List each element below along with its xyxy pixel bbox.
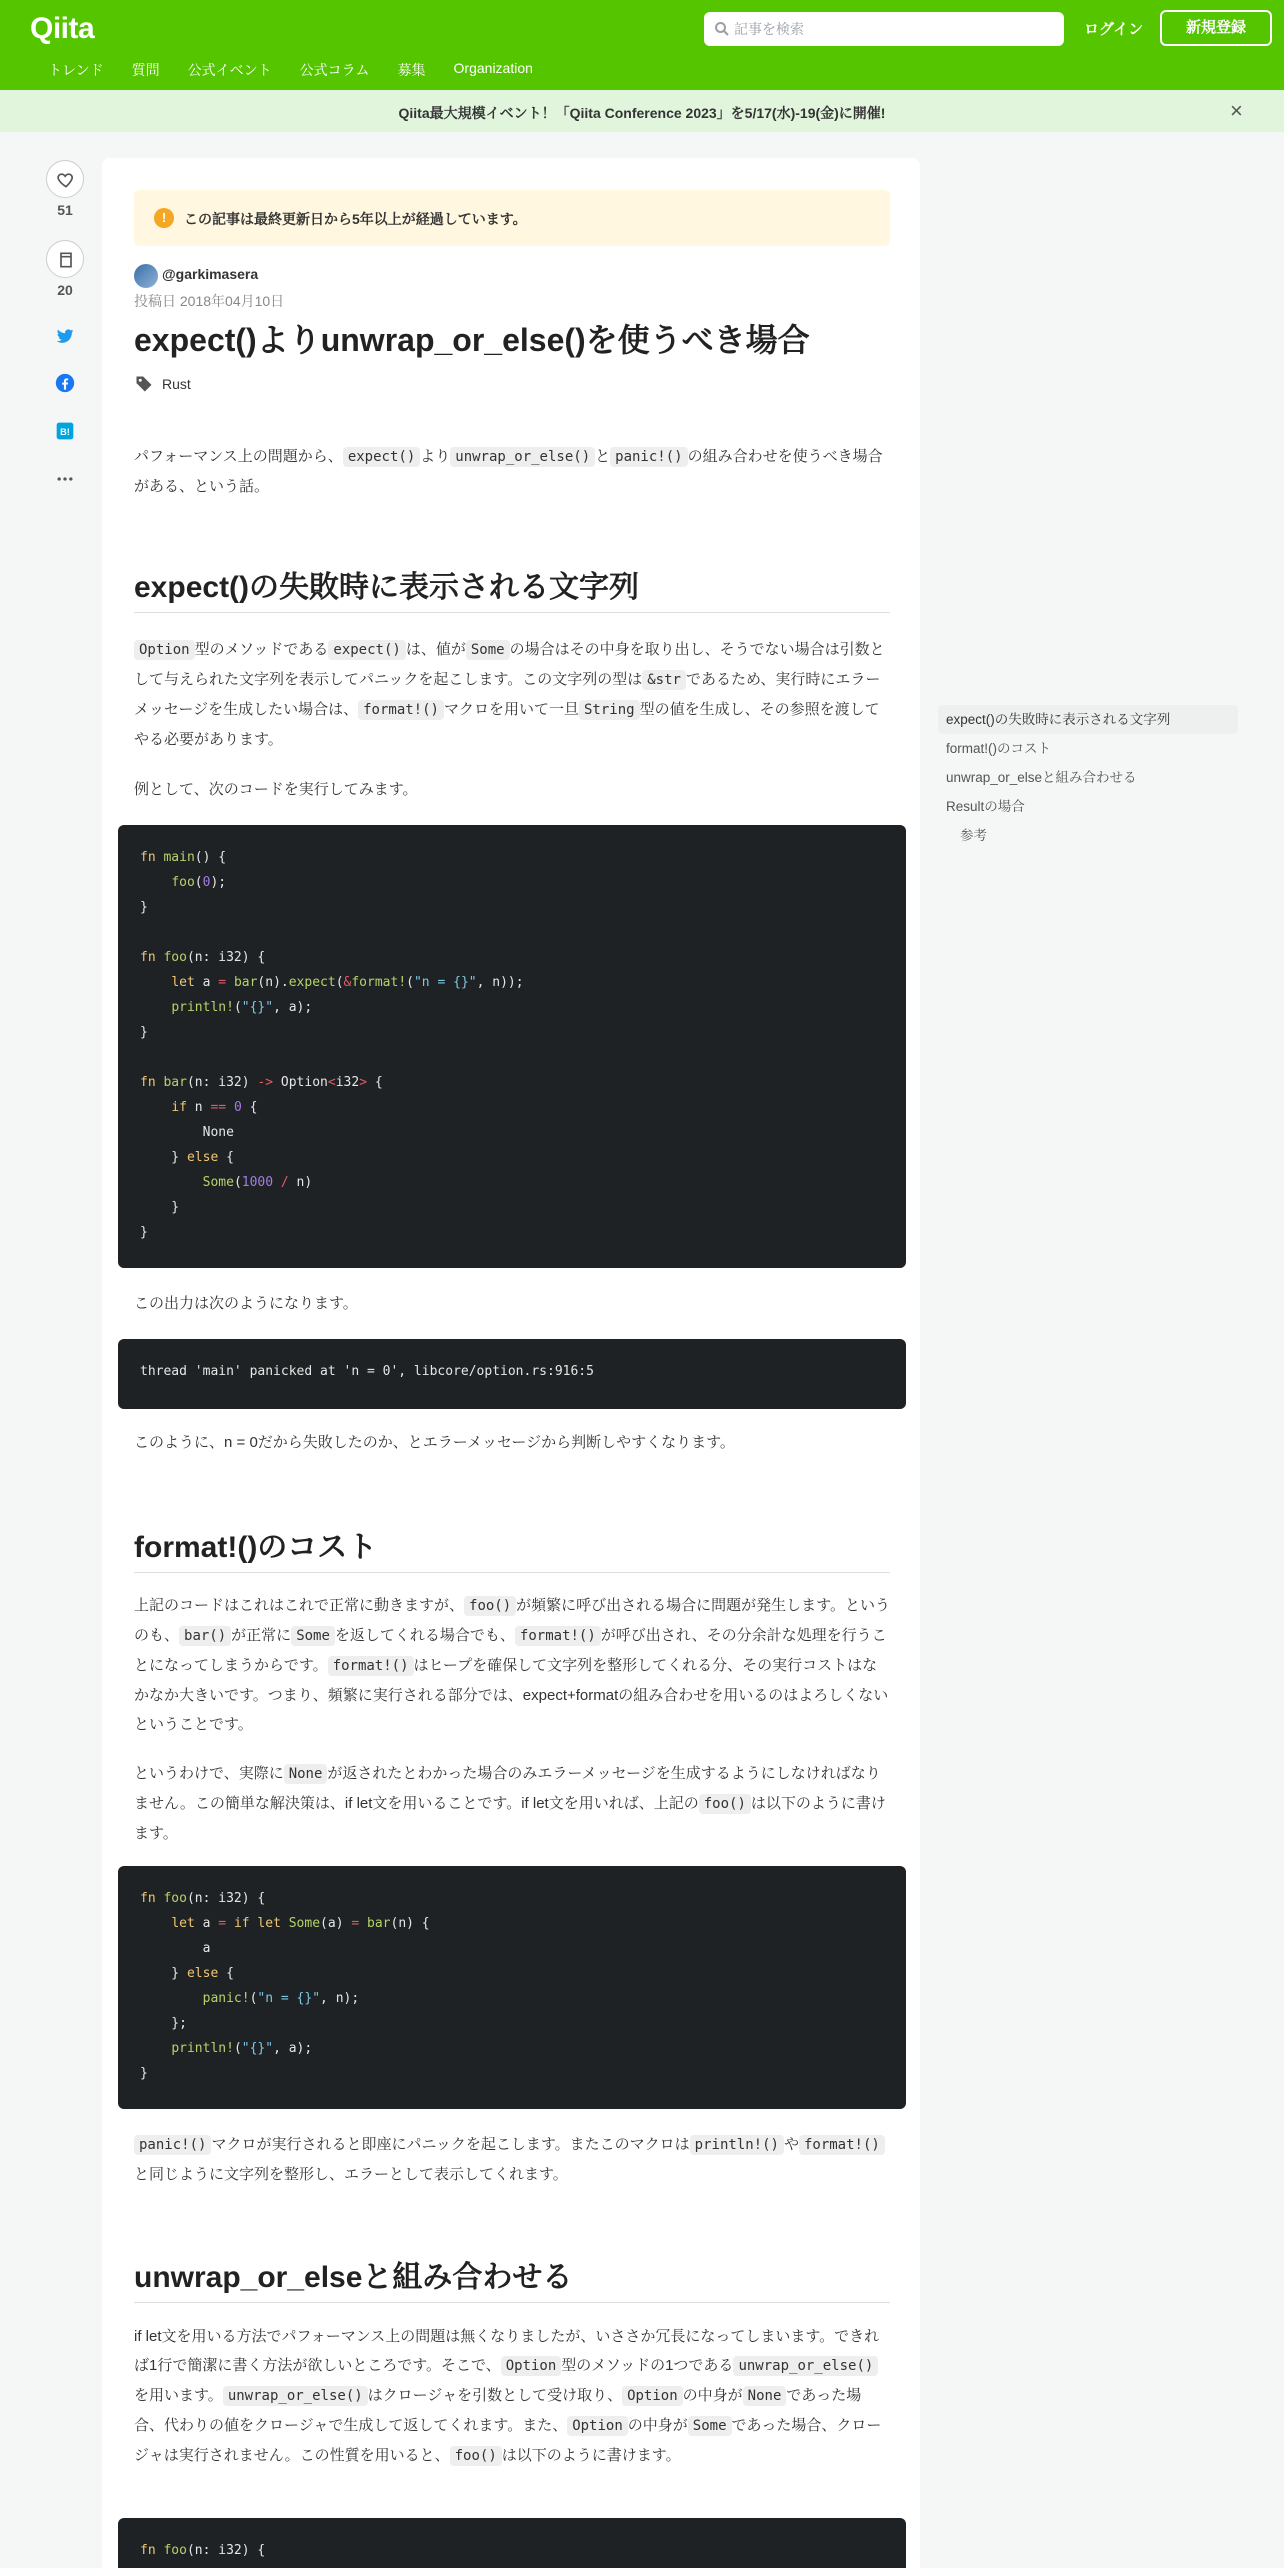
inline-code: panic!() — [134, 2135, 211, 2155]
text: if let文を用いる方法でパフォーマンス上の問題は無くなりましたが、いささか冗長になってしまいます。できれば1行で簡潔に書く方法が欲しいところです。そこで、 — [134, 2328, 880, 2374]
search-box[interactable] — [704, 12, 1064, 46]
facebook-icon[interactable] — [55, 373, 75, 393]
author-name[interactable]: @garkimasera — [162, 266, 259, 282]
section2-paragraph-2 — [134, 1759, 890, 1848]
text: の組み合わせを使うべき場合がある、という話。 — [134, 448, 883, 495]
inline-code: Option — [622, 2386, 683, 2406]
stock-count: 20 — [57, 282, 73, 298]
article-card — [102, 158, 920, 2568]
tag-rust[interactable]: Rust — [162, 376, 191, 392]
table-of-contents — [938, 705, 1238, 850]
nav-item-recruit[interactable]: 募集 — [397, 62, 426, 78]
inline-code: panic!() — [610, 447, 687, 467]
article-title: expect()よりunwrap_or_else()を使うべき場合 — [134, 322, 810, 358]
inline-code: format!() — [515, 1626, 601, 1646]
like-count: 51 — [57, 202, 73, 218]
tag-icon — [134, 374, 154, 394]
inline-code: foo() — [464, 1596, 516, 1616]
text: 型のメソッドの1つである — [561, 2357, 734, 2374]
site-header — [0, 0, 1284, 90]
stock-button[interactable] — [46, 240, 84, 278]
event-banner — [0, 90, 1284, 132]
text: を用います。 — [134, 2387, 223, 2404]
text: というわけで、実際に — [134, 1765, 284, 1782]
toc-item-unwrap-or-else[interactable]: unwrap_or_elseと組み合わせる — [946, 770, 1137, 785]
text: であった場合、クロージャは実行されません。この性質を用いると、 — [134, 2417, 882, 2464]
search-icon — [714, 21, 730, 37]
inline-code: &str — [642, 670, 686, 690]
text: を返してくれる場合でも、 — [334, 1627, 515, 1644]
inline-code: Some — [291, 1626, 335, 1646]
inline-code: unwrap_or_else() — [223, 2386, 368, 2406]
text: マクロが実行されると即座にパニックを起こします。またこのマクロは — [211, 2136, 690, 2153]
text: 型のメソッドである — [194, 641, 329, 658]
toc-item-expect[interactable]: expect()の失敗時に表示される文字列 — [938, 705, 1238, 734]
section2-paragraph-1 — [134, 1591, 890, 1739]
text: が正常に — [231, 1627, 292, 1644]
section2-paragraph-3 — [134, 2130, 890, 2189]
posted-date: 投稿日 2018年04月10日 — [134, 293, 285, 309]
section3-paragraph-1 — [134, 2322, 890, 2471]
text: の中身が — [682, 2387, 743, 2404]
section1-paragraph-1 — [134, 635, 890, 754]
code-block-output[interactable] — [118, 1339, 906, 1409]
inline-code: foo() — [699, 1794, 751, 1814]
inline-code: foo() — [450, 2446, 502, 2466]
text: が呼び出され、その分余計な処理を行うことになってしまうからです。 — [134, 1627, 887, 1674]
toc-item-references[interactable]: 参考 — [960, 828, 987, 843]
text: や — [783, 2136, 799, 2153]
hatena-bookmark-icon[interactable] — [55, 421, 75, 441]
inline-code: format!() — [358, 700, 444, 720]
nav-item-official-events[interactable]: 公式イベント — [187, 62, 272, 78]
nav-item-organization[interactable]: Organization — [453, 60, 533, 76]
close-icon[interactable]: × — [1230, 98, 1243, 123]
inline-code: None — [743, 2386, 787, 2406]
text: であった場合、代わりの値をクロージャで生成して返してくれます。また、 — [134, 2387, 862, 2434]
inline-code: Option — [134, 640, 195, 660]
text: は以下のように書けます。 — [134, 1795, 886, 1842]
code-block-1[interactable]: fn main() { foo(0); } fn foo(n: i32) { let a = bar(n).expect(&format!("n = {}", n)); println!("{}", a); } fn bar(n: i32) -> Option<i32> { if n == 0 { None } else { Some(1000 / n) } } — [118, 825, 906, 1268]
search-input[interactable] — [734, 12, 1054, 46]
inline-code: format!() — [328, 1656, 414, 1676]
code-block-2[interactable]: fn foo(n: i32) { let a = if let Some(a) = bar(n) { a } else { panic!("n = {}", n); }; println!("{}", a); } — [118, 1866, 906, 2109]
text: と同じように文字列を整形し、エラーとして表示してくれます。 — [134, 2166, 568, 2183]
section1-paragraph-3: この出力は次のようになります。 — [134, 1295, 358, 1312]
text: パフォーマンス上の問題から、 — [134, 448, 343, 465]
notice-text: この記事は最終更新日から5年以上が経過しています。 — [184, 211, 527, 227]
intro-paragraph — [134, 442, 890, 501]
text: より — [420, 448, 451, 465]
text: マクロを用いて一旦 — [443, 701, 579, 718]
inline-code: expect() — [343, 447, 420, 467]
text: は以下のように書けます。 — [501, 2447, 681, 2464]
inline-code: unwrap_or_else() — [450, 447, 595, 467]
inline-code: Option — [501, 2356, 562, 2376]
section-heading-1: expect()の失敗時に表示される文字列 — [134, 562, 890, 613]
text: 上記のコードはこれはこれで正常に動きますが、 — [134, 1597, 465, 1614]
text: はクロージャを引数として受け取り、 — [367, 2387, 623, 2404]
text: の中身が — [627, 2417, 688, 2434]
section-heading-2: format!()のコスト — [134, 1522, 890, 1573]
heart-icon — [56, 170, 76, 190]
inline-code: println!() — [690, 2135, 784, 2155]
inline-code: Option — [567, 2416, 628, 2436]
text: は、値が — [405, 641, 466, 658]
text: と — [595, 448, 611, 465]
global-nav — [48, 60, 533, 80]
nav-item-questions[interactable]: 質問 — [131, 62, 160, 78]
text: であるため、実行時にエラーメッセージを生成したい場合は、 — [134, 671, 881, 718]
text: 型の値を生成し、その参照を渡してやる必要があります。 — [134, 701, 880, 748]
stock-icon — [56, 250, 76, 270]
text: が頻繁に呼び出される場合に問題が発生します。というのも、 — [134, 1597, 890, 1644]
banner-link[interactable]: Qiita最大規模イベント！「Qiita Conference 2023」を5/17(水)-19(金)に開催! — [398, 105, 886, 121]
avatar[interactable] — [134, 264, 158, 288]
section1-paragraph-4: このように、n = 0だから失敗したのか、とエラーメッセージから判断しやすくなります。 — [134, 1434, 735, 1451]
text: の場合はその中身を取り出し、そうでない場合は引数として与えられた文字列を表示してパニックを起こします。この文字列の型は — [134, 641, 885, 688]
like-button[interactable] — [46, 160, 84, 198]
code-block-3[interactable]: fn foo(n: i32) { — [118, 2518, 906, 2568]
login-link[interactable]: ログイン — [1084, 21, 1144, 38]
inline-code: unwrap_or_else() — [733, 2356, 878, 2376]
inline-code: None — [284, 1764, 328, 1784]
toc-item-format-cost[interactable]: format!()のコスト — [946, 741, 1052, 756]
nav-item-official-columns[interactable]: 公式コラム — [299, 62, 370, 78]
signup-button[interactable]: 新規登録 — [1160, 10, 1272, 46]
warning-icon: ! — [154, 208, 174, 228]
inline-code: String — [579, 700, 640, 720]
text: はヒープを確保して文字列を整形してくれる分、その実行コストはなかなか大きいです。つまり、頻繁に実行される部分では、expect+formatの組み合わせを用いるのはよろしくないということです。 — [134, 1657, 889, 1733]
section1-paragraph-2: 例として、次のコードを実行してみます。 — [134, 781, 418, 798]
qiita-logo[interactable]: Qiita — [30, 12, 95, 45]
inline-code: bar() — [179, 1626, 231, 1646]
outdated-notice — [134, 190, 890, 246]
more-icon[interactable] — [55, 469, 75, 489]
inline-code: Some — [688, 2416, 732, 2436]
inline-code: format!() — [799, 2135, 885, 2155]
toc-item-result[interactable]: Resultの場合 — [946, 799, 1025, 814]
inline-code: expect() — [328, 640, 405, 660]
twitter-icon[interactable] — [55, 326, 75, 346]
section-heading-3: unwrap_or_elseと組み合わせる — [134, 2252, 890, 2303]
output-text: thread 'main' panicked at 'n = 0', libcore/option.rs:916:5 — [140, 1364, 594, 1379]
nav-item-trend[interactable]: トレンド — [48, 62, 104, 78]
svg-text:B!: B! — [60, 426, 70, 437]
inline-code: Some — [466, 640, 510, 660]
text: が返されたとわかった場合のみエラーメッセージを生成するようにしなければなりません。この簡単な解決策は、if let文を用いることです。if let文を用いれば、上記の — [134, 1765, 881, 1812]
